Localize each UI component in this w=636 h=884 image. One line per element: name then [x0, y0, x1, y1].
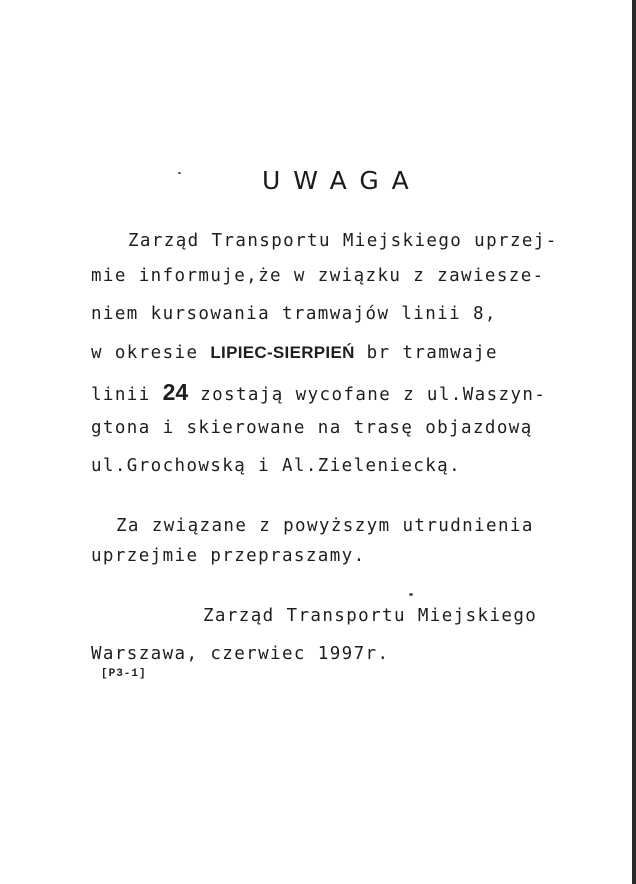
signature: Zarząd Transportu Miejskiego: [203, 606, 538, 626]
dust-speck: [409, 593, 413, 596]
notice-title: UWAGA: [262, 166, 422, 195]
body-line-4: [91, 343, 498, 363]
apology-line-2: uprzejmie przepraszamy.: [91, 546, 366, 566]
tram-line-number: 24: [162, 379, 189, 405]
body-line-3: niem kursowania tramwajów linii 8,: [91, 304, 497, 324]
apology-line-1: Za związane z powyższym utrudnienia: [116, 516, 534, 536]
body-line-5-end: zostają wycofane z ul.Waszyn-: [188, 385, 547, 405]
body-line-4-end: br tramwaje: [354, 343, 498, 363]
body-line-5-start: linii: [91, 385, 163, 405]
body-line-5: [91, 379, 547, 405]
dust-speck: [178, 172, 181, 174]
document-code: [P3-1]: [101, 668, 147, 680]
period-highlight: LIPIEC-SIERPIEŃ: [210, 343, 355, 362]
body-line-6: gtona i skierowane na trasę objazdową: [91, 418, 533, 438]
body-line-1: Zarząd Transportu Miejskiego uprzej-: [128, 231, 558, 251]
body-line-2: mie informuje,że w związku z zawiesze-: [91, 266, 545, 286]
place-date: Warszawa, czerwiec 1997r.: [91, 644, 390, 664]
body-line-4-start: w okresie: [91, 343, 211, 363]
page-edge-shadow: [632, 0, 636, 884]
body-line-7: ul.Grochowską i Al.Zieleniecką.: [91, 456, 462, 476]
